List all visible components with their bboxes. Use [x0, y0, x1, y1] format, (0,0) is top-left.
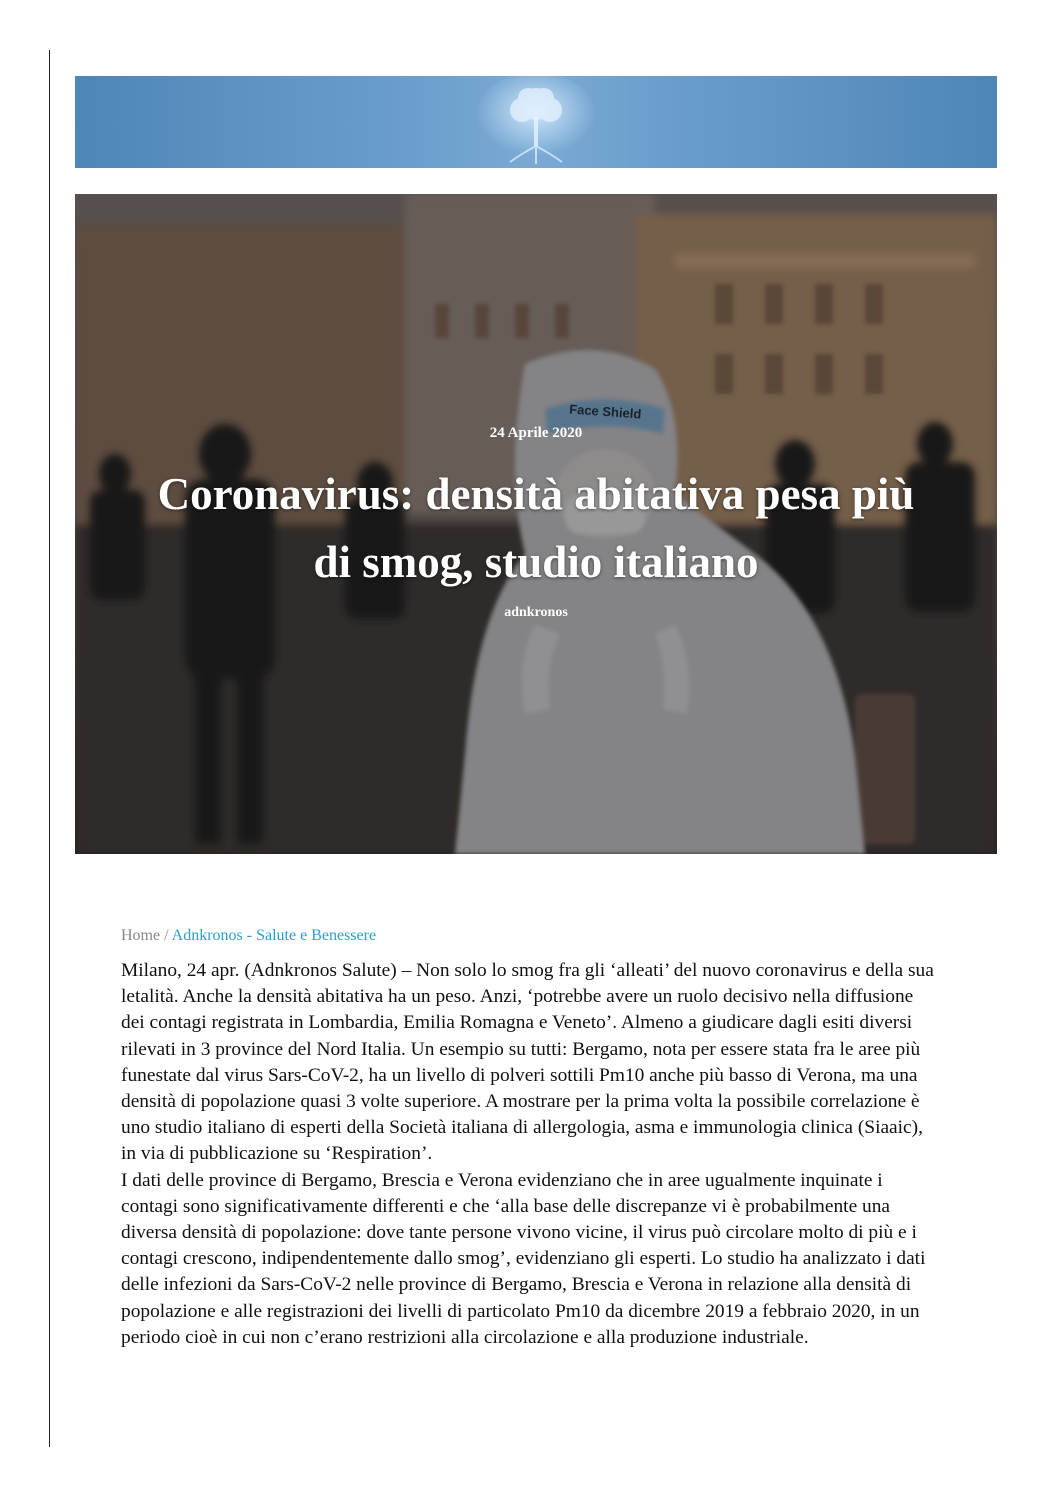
article-author[interactable]: adnkronos	[504, 605, 568, 620]
page-margin-rule	[49, 50, 50, 1447]
breadcrumb-home-link[interactable]: Home	[121, 927, 161, 944]
tree-icon	[466, 76, 606, 168]
article-title-line: di smog, studio italiano	[313, 537, 759, 587]
breadcrumb-category-link[interactable]: Adnkronos - Salute e Benessere	[171, 927, 377, 944]
article-title-line: Coronavirus: densità abitativa pesa più	[157, 469, 915, 519]
article-paragraph: I dati delle province di Bergamo, Brescia e Verona evidenziano che in aree ugualmente inquinate i contagi sono significativamente differenti e che ‘alla base delle discrepanze vi è probabilmente una diversa densità di popolazione: dove tante persone vivono vicine, il virus può circolare molto di più e i contagi crescono, indipendentemente dallo smog’, evidenziano gli esperti. Lo studio ha analizzato i dati delle infezioni da Sars-CoV-2 nelle province di Bergamo, Brescia e Verona in relazione alla densità di popolazione e alle registrazioni dei livelli di particolato Pm10 da dicembre 2019 a febbraio 2020, in un periodo cioè in cui non c’erano restrizioni alla circolazione e alla produzione industriale.	[121, 1169, 926, 1348]
breadcrumb	[121, 927, 376, 945]
article-paragraph: Milano, 24 apr. (Adnkronos Salute) – Non solo lo smog fra gli ‘alleati’ del nuovo coronavirus e della sua letalità. Anche la densità abitativa ha un peso. Anzi, ‘potrebbe avere un ruolo decisivo nella diffusione dei contagi registrata in Lombardia, Emilia Romagna e Veneto’. Almeno a giudicare dagli esiti diversi rilevati in 3 province del Nord Italia. Un esempio su tutti: Bergamo, nota per essere stata fra le aree più funestate dal virus Sars-CoV-2, ha un livello di polveri sottili Pm10 anche più basso di Verona, ma una densità di popolazione quasi 3 volte superiore. A mostrare per la prima volta la possibile correlazione è uno studio italiano di esperti della Società italiana di allergologia, asma e immunologia clinica (Siaaic), in via di pubblicazione su ‘Respiration’.	[121, 960, 934, 1165]
hero-text-block	[75, 194, 997, 854]
hero-image	[75, 194, 997, 854]
article-date: 24 Aprile 2020	[489, 425, 583, 441]
breadcrumb-separator: /	[160, 927, 172, 944]
face-shield-label: Face Shield	[568, 401, 642, 422]
site-header-banner	[75, 76, 997, 168]
article-title	[75, 460, 997, 596]
article-body	[121, 958, 941, 1351]
